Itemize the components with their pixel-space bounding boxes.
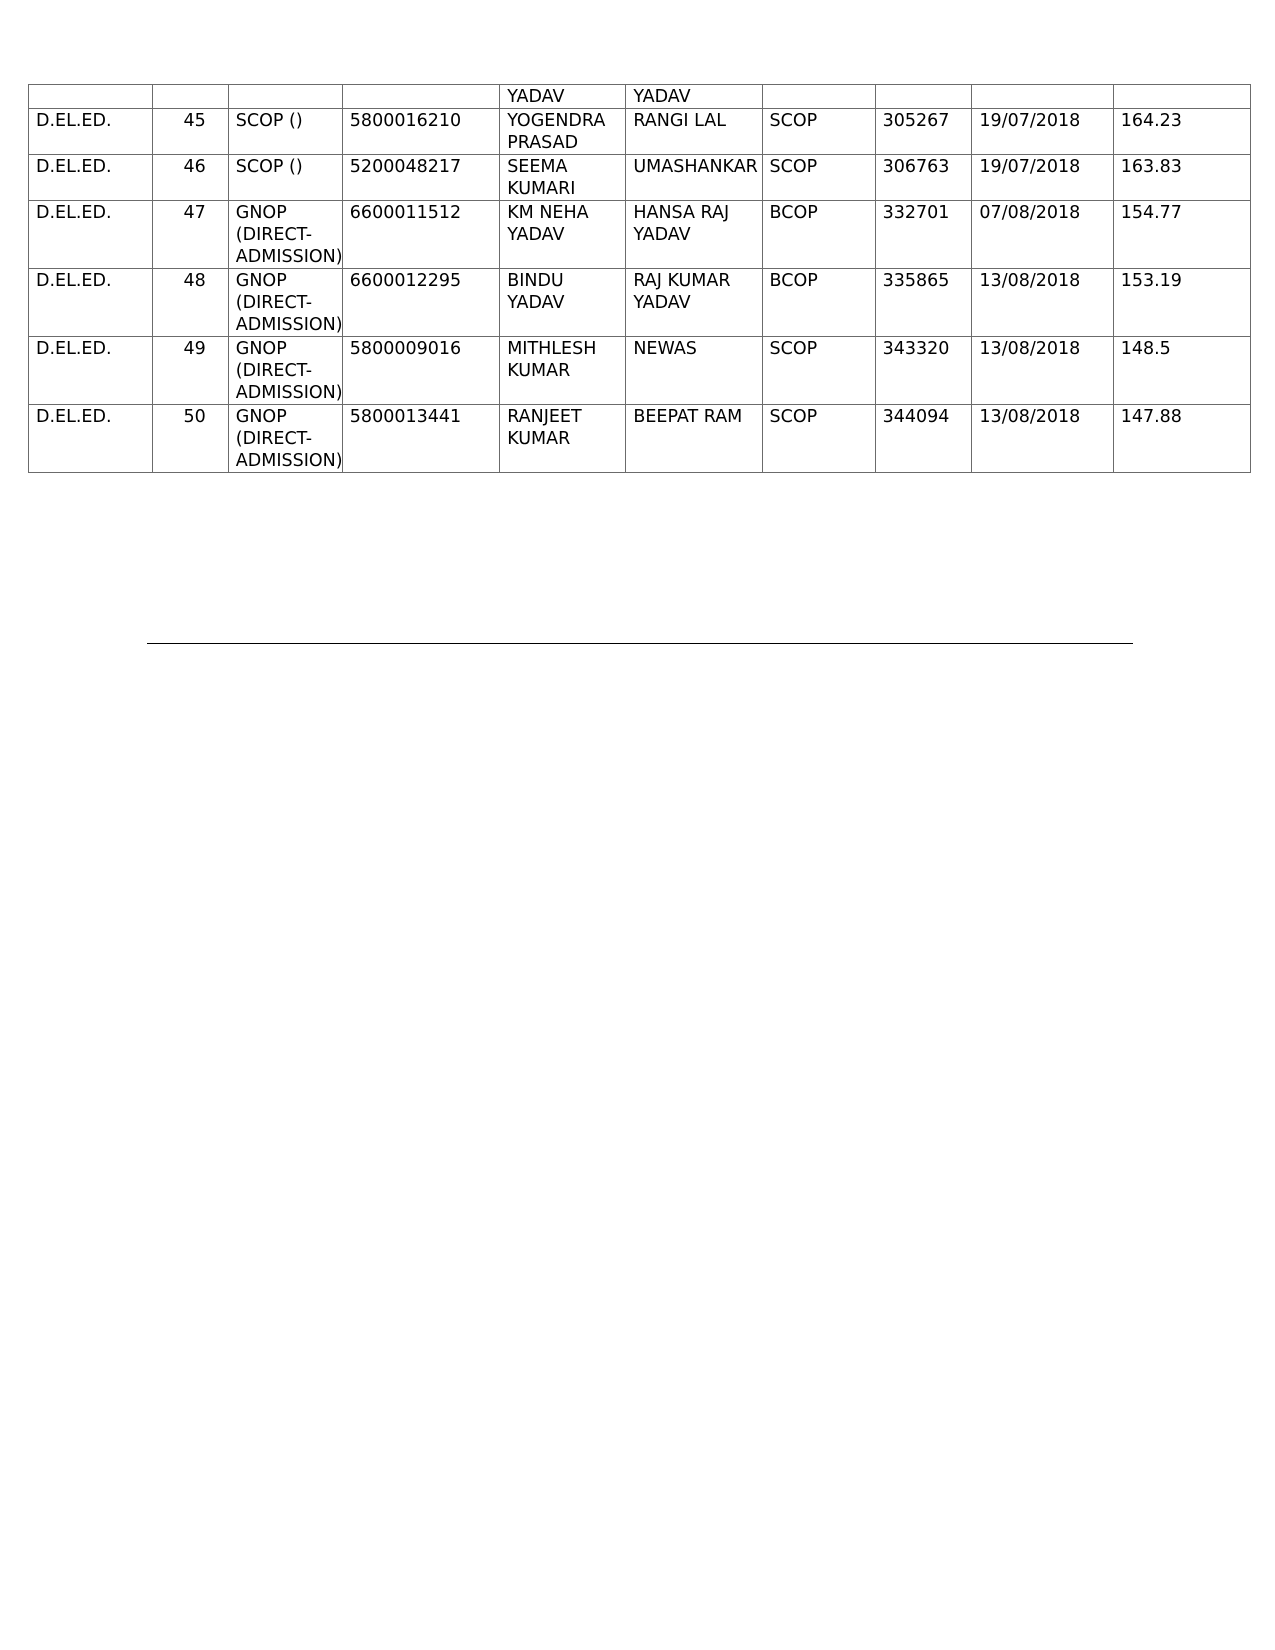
- table-cell-app-no: 6600012295: [342, 269, 499, 337]
- table-cell-date: 19/07/2018: [972, 155, 1113, 201]
- table-cell-app-no: [342, 85, 499, 109]
- table-row: [29, 269, 1251, 337]
- table-cell-cat: SCOP: [762, 405, 875, 473]
- table-cell-father: RAJ KUMAR YADAV: [626, 269, 762, 337]
- table-cell-rank: 305267: [875, 109, 972, 155]
- table-cell-name: RANJEET KUMAR: [500, 405, 626, 473]
- table-cell-course: [29, 85, 153, 109]
- table-cell-name: BINDU YADAV: [500, 269, 626, 337]
- table-body: [29, 85, 1251, 473]
- table-row: [29, 201, 1251, 269]
- table-row: [29, 155, 1251, 201]
- table-cell-father: NEWAS: [626, 337, 762, 405]
- table-cell-score: 154.77: [1113, 201, 1250, 269]
- table-cell-score: 153.19: [1113, 269, 1250, 337]
- table-cell-course: D.EL.ED.: [29, 201, 153, 269]
- table-cell-cat: SCOP: [762, 155, 875, 201]
- table-cell-cat: [762, 85, 875, 109]
- table-cell-rank: 344094: [875, 405, 972, 473]
- table-cell-category: [228, 85, 342, 109]
- table-cell-cat: SCOP: [762, 337, 875, 405]
- table-cell-category: SCOP (): [228, 155, 342, 201]
- table-cell-course: D.EL.ED.: [29, 405, 153, 473]
- table-cell-category: GNOP (DIRECT- ADMISSION): [228, 405, 342, 473]
- table-cell-date: [972, 85, 1113, 109]
- table-cell-course: D.EL.ED.: [29, 269, 153, 337]
- table-cell-sno: 49: [153, 337, 229, 405]
- table-cell-rank: 332701: [875, 201, 972, 269]
- table-cell-course: D.EL.ED.: [29, 337, 153, 405]
- table-row: [29, 405, 1251, 473]
- table-cell-date: 13/08/2018: [972, 337, 1113, 405]
- table-cell-sno: 46: [153, 155, 229, 201]
- table-cell-sno: 50: [153, 405, 229, 473]
- table-cell-date: 07/08/2018: [972, 201, 1113, 269]
- table-cell-app-no: 6600011512: [342, 201, 499, 269]
- table-cell-category: GNOP (DIRECT- ADMISSION): [228, 269, 342, 337]
- table-cell-category: GNOP (DIRECT- ADMISSION): [228, 201, 342, 269]
- table-cell-date: 13/08/2018: [972, 269, 1113, 337]
- table-cell-score: [1113, 85, 1250, 109]
- table-row: [29, 109, 1251, 155]
- table-cell-cat: SCOP: [762, 109, 875, 155]
- table-cell-app-no: 5200048217: [342, 155, 499, 201]
- table-cell-father: UMASHANKAR: [626, 155, 762, 201]
- table-cell-name: MITHLESH KUMAR: [500, 337, 626, 405]
- table-cell-name: YOGENDRA PRASAD: [500, 109, 626, 155]
- table-cell-rank: 343320: [875, 337, 972, 405]
- table-cell-father: YADAV: [626, 85, 762, 109]
- table-cell-sno: 47: [153, 201, 229, 269]
- table-cell-rank: [875, 85, 972, 109]
- merit-list-table: [28, 84, 1251, 473]
- table-cell-app-no: 5800016210: [342, 109, 499, 155]
- table-cell-rank: 335865: [875, 269, 972, 337]
- table-cell-course: D.EL.ED.: [29, 109, 153, 155]
- table-cell-name: SEEMA KUMARI: [500, 155, 626, 201]
- table-cell-category: SCOP (): [228, 109, 342, 155]
- table-cell-cat: BCOP: [762, 269, 875, 337]
- table-cell-score: 164.23: [1113, 109, 1250, 155]
- table-cell-app-no: 5800009016: [342, 337, 499, 405]
- table-cell-date: 19/07/2018: [972, 109, 1113, 155]
- table-row: [29, 85, 1251, 109]
- table-cell-sno: 45: [153, 109, 229, 155]
- table-cell-score: 163.83: [1113, 155, 1250, 201]
- table-cell-name: KM NEHA YADAV: [500, 201, 626, 269]
- table-cell-father: HANSA RAJ YADAV: [626, 201, 762, 269]
- table-cell-score: 148.5: [1113, 337, 1250, 405]
- table-cell-course: D.EL.ED.: [29, 155, 153, 201]
- table-cell-sno: [153, 85, 229, 109]
- table-cell-rank: 306763: [875, 155, 972, 201]
- table-cell-father: RANGI LAL: [626, 109, 762, 155]
- table-cell-name: YADAV: [500, 85, 626, 109]
- table-cell-father: BEEPAT RAM: [626, 405, 762, 473]
- footer-divider: [147, 643, 1133, 644]
- table-cell-cat: BCOP: [762, 201, 875, 269]
- table-cell-score: 147.88: [1113, 405, 1250, 473]
- table-cell-date: 13/08/2018: [972, 405, 1113, 473]
- table-cell-sno: 48: [153, 269, 229, 337]
- table-cell-app-no: 5800013441: [342, 405, 499, 473]
- table-row: [29, 337, 1251, 405]
- table-cell-category: GNOP (DIRECT- ADMISSION): [228, 337, 342, 405]
